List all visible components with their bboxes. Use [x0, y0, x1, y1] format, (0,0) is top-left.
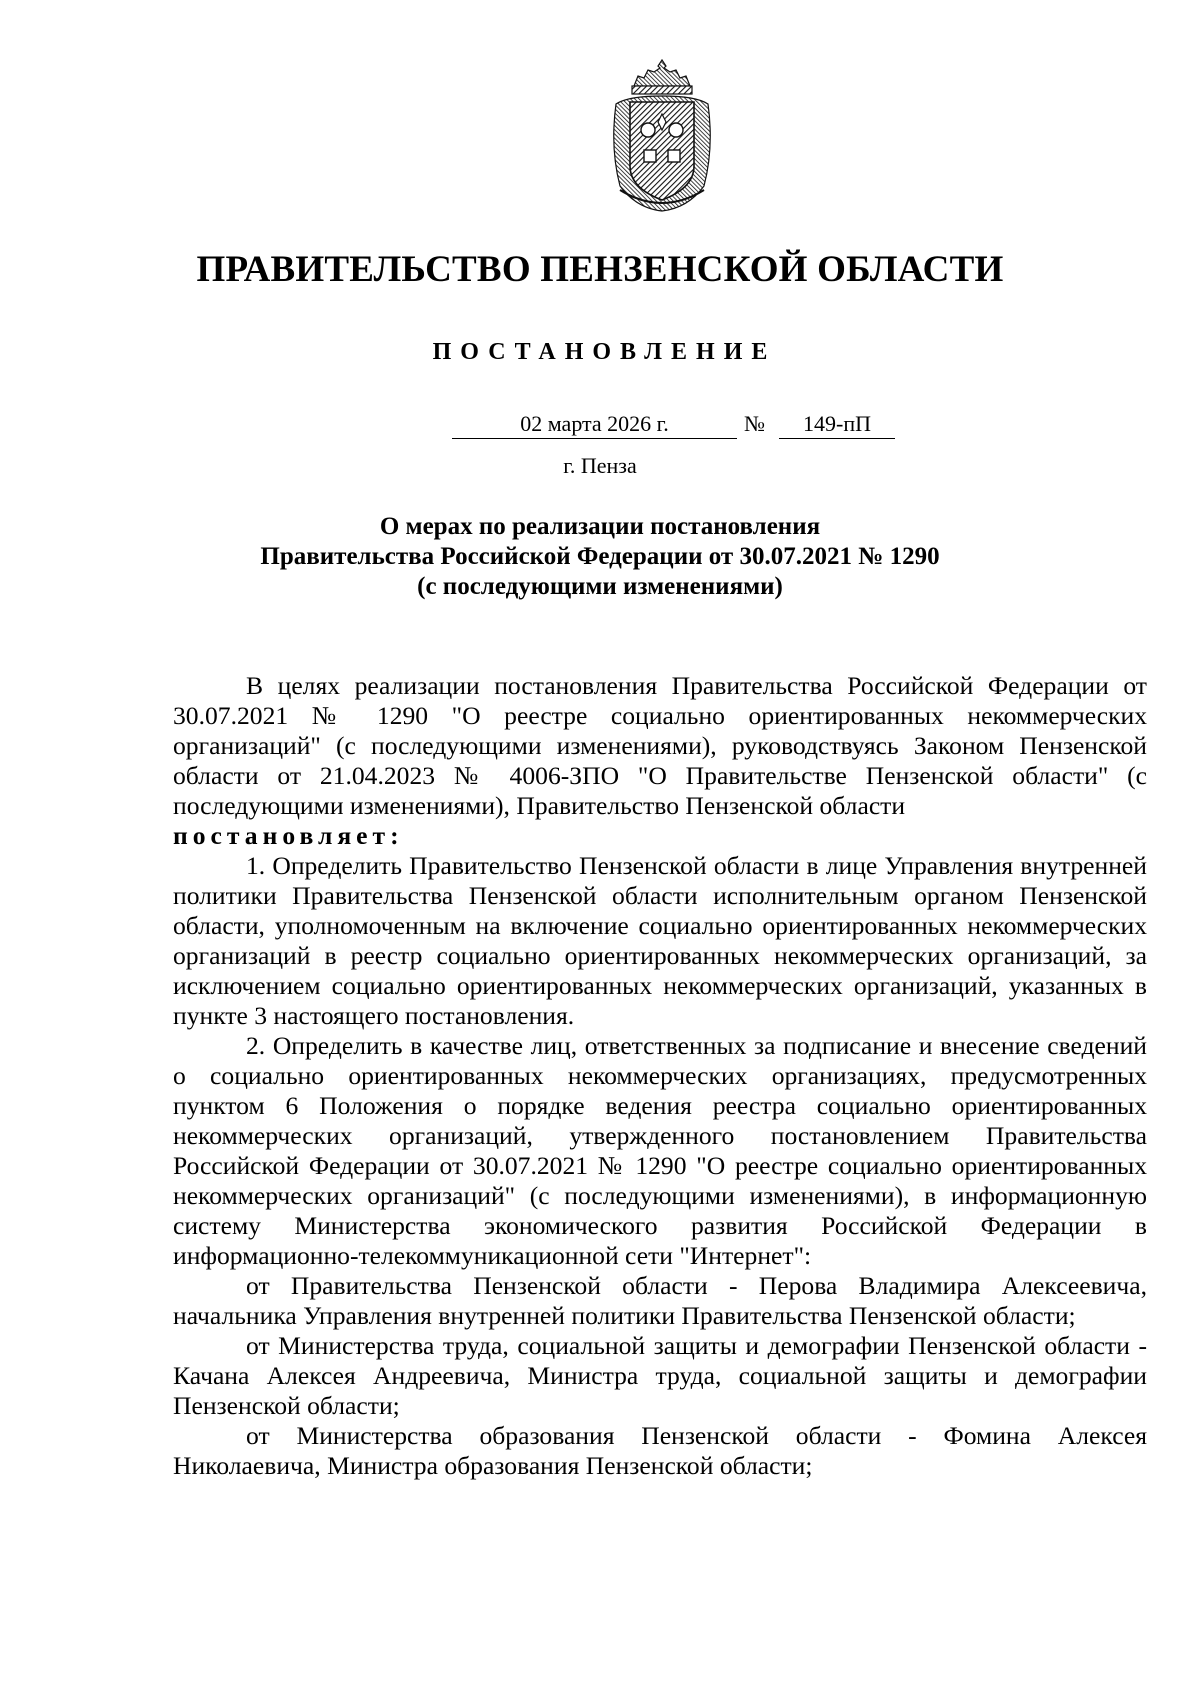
- number-sign: №: [744, 411, 765, 436]
- sub-item-1-paragraph: от Правительства Пензенской области - Перова Владимира Алексеевича, начальника Управления внутренней политики Правительства Пензенской области;: [173, 1271, 1147, 1330]
- document-date: 02 марта 2026 г.: [452, 411, 737, 439]
- item-2-paragraph: 2. Определить в качестве лиц, ответственных за подписание и внесение сведений о социально ориентированных некоммерческих организациях, предусмотренных пунктом 6 Положения о порядке ведения реестра социально ориентированных некоммерческих организаций, утвержденного постановлением Правительства Российской Федерации от 30.07.2021 № 1290 "О реестре социально ориентированных некоммерческих организаций" (с последующими изменениями), в информационную систему Министерства экономического развития Российской Федерации в информационно-телекоммуникационной сети "Интернет":: [173, 1031, 1147, 1270]
- document-heading: [0, 512, 1200, 602]
- document-type: ПОСТАНОВЛЕНИЕ: [432, 339, 777, 365]
- preamble-paragraph: В целях реализации постановления Правительства Российской Федерации от 30.07.2021 № 1290 "О реестре социально ориентированных некоммерческих организаций" (с последующими изменениями), руководствуясь Законом Пензенской области от 21.04.2023 № 4006-ЗПО "О Правительстве Пензенской области" (с последующими изменениями), Правительство Пензенской области: [173, 671, 1147, 820]
- document-city: г. Пенза: [563, 453, 637, 478]
- date-number-line: [0, 411, 1200, 443]
- heading-line-2: Правительства Российской Федерации от 30.07.2021 № 1290: [260, 543, 940, 570]
- government-title: ПРАВИТЕЛЬСТВО ПЕНЗЕНСКОЙ ОБЛАСТИ: [196, 249, 1004, 290]
- heading-line-3: (с последующими изменениями): [417, 573, 783, 600]
- document-body: [173, 671, 1147, 1481]
- item-1-paragraph: 1. Определить Правительство Пензенской области в лице Управления внутренней политики Правительства Пензенской области исполнительным органом Пензенской области, уполномоченным на включение социально ориентированных некоммерческих организаций в реестр социально ориентированных некоммерческих организаций, за исключением социально ориентированных некоммерческих организаций, указанных в пункте 3 настоящего постановления.: [173, 851, 1147, 1030]
- heading-line-1: О мерах по реализации постановления: [379, 513, 821, 540]
- decree-word: постановляет:: [173, 821, 404, 850]
- coat-of-arms-icon: [606, 58, 718, 213]
- document-number: 149-пП: [779, 411, 895, 439]
- sub-item-2-paragraph: от Министерства труда, социальной защиты и демографии Пензенской области - Качана Алексея Андреевича, Министра труда, социальной защиты и демографии Пензенской области;: [173, 1331, 1147, 1420]
- sub-item-3-paragraph: от Министерства образования Пензенской области - Фомина Алексея Николаевича, Министра образования Пензенской области;: [173, 1421, 1147, 1480]
